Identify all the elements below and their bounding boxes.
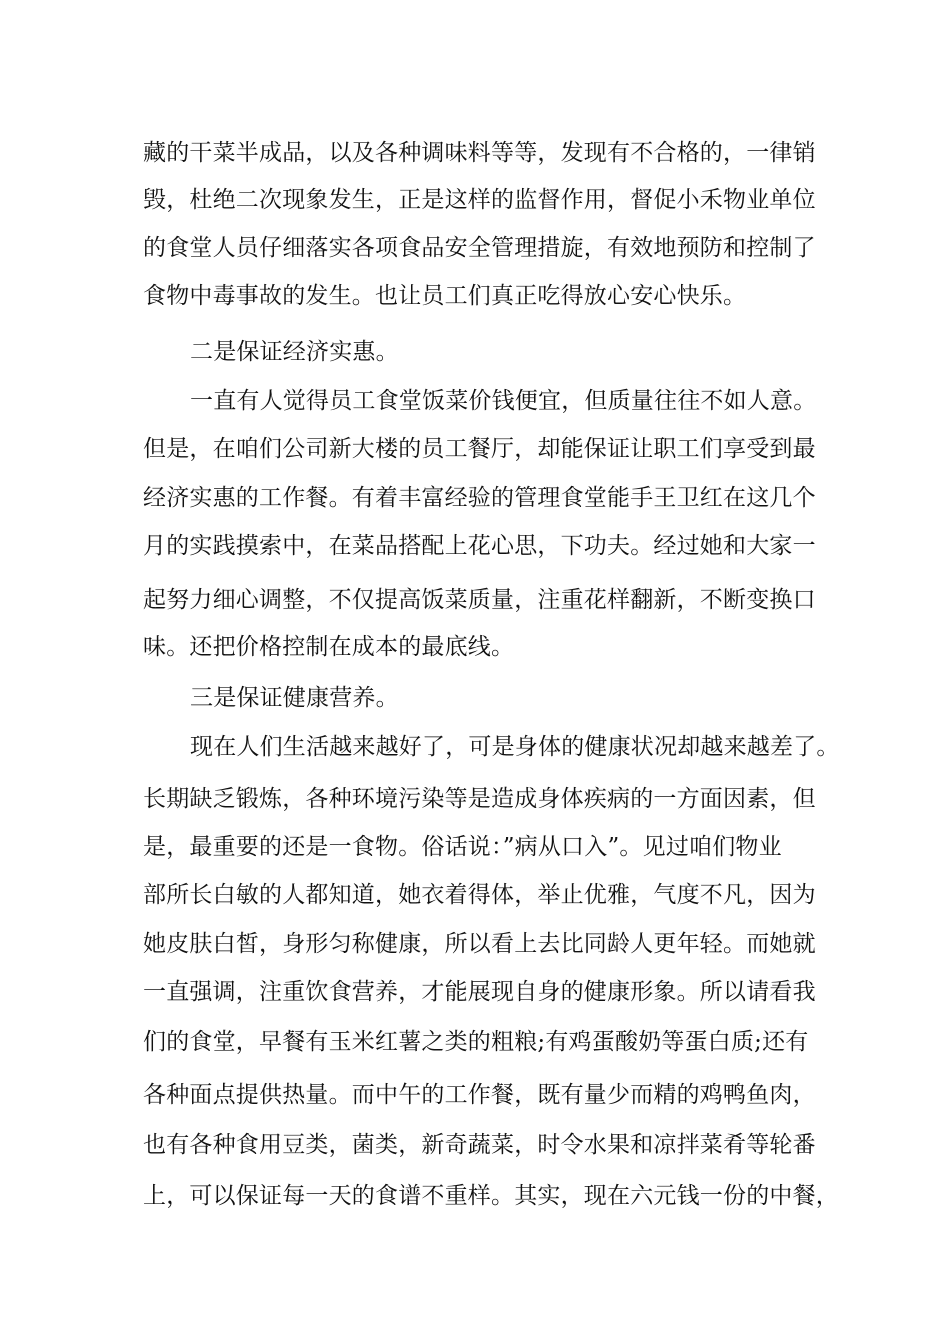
text-line: 一直强调，注重饮食营养，才能展现自身的健康形象。所以请看我 xyxy=(143,979,816,1005)
text-line: 的食堂人员仔细落实各项食品安全管理措旋，有效地预防和控制了 xyxy=(143,235,816,261)
text-line: 长期缺乏锻炼，各种环境污染等是造成身体疾病的一方面因素，但 xyxy=(143,786,816,812)
text-line: 经济实惠的工作餐。有着丰富经验的管理食堂能手王卫红在这几个 xyxy=(143,485,816,511)
section-heading: 二是保证经济实惠。 xyxy=(190,339,399,365)
text-line: 藏的干菜半成品，以及各种调味料等等，发现有不合格的，一律销 xyxy=(143,140,816,166)
text-line: 是，最重要的还是一食物。俗话说：”病从口入”。见过咱们物业 xyxy=(143,834,782,860)
section-heading: 三是保证健康营养。 xyxy=(190,685,399,711)
text-line: 起努力细心调整，不仅提高饭菜质量，注重花样翻新，不断变换口 xyxy=(143,587,816,613)
text-line: 一直有人觉得员工食堂饭菜价钱便宜，但质量往往不如人意。 xyxy=(190,388,817,414)
text-line: 毁，杜绝二次现象发生，正是这样的监督作用，督促小禾物业单位 xyxy=(143,187,816,213)
text-line: 现在人们生活越来越好了，可是身体的健康状况却越来越差了。 xyxy=(190,734,840,760)
text-line: 们的食堂，早餐有玉米红薯之类的粗粮;有鸡蛋酸奶等蛋白质;还有 xyxy=(143,1029,809,1055)
text-line: 上，可以保证每一天的食谱不重样。其实，现在六元钱一份的中餐， xyxy=(143,1183,839,1209)
text-line: 但是，在咱们公司新大楼的员工餐厅，却能保证让职工们享受到最 xyxy=(143,436,816,462)
text-line: 部所长白敏的人都知道，她衣着得体，举止优雅，气度不凡，因为 xyxy=(143,882,816,908)
text-line: 也有各种食用豆类，菌类，新奇蔬菜，时令水果和凉拌菜肴等轮番 xyxy=(143,1132,816,1158)
text-line: 各种面点提供热量。而中午的工作餐，既有量少而精的鸡鸭鱼肉， xyxy=(143,1082,816,1108)
text-line: 味。还把价格控制在成本的最底线。 xyxy=(143,634,515,660)
text-line: 她皮肤白皙，身形匀称健康，所以看上去比同龄人更年轻。而她就 xyxy=(143,931,816,957)
text-line: 月的实践摸索中，在菜品搭配上花心思，下功夫。经过她和大家一 xyxy=(143,533,816,559)
text-line: 食物中毒事故的发生。也让员工们真正吃得放心安心快乐。 xyxy=(143,283,747,309)
